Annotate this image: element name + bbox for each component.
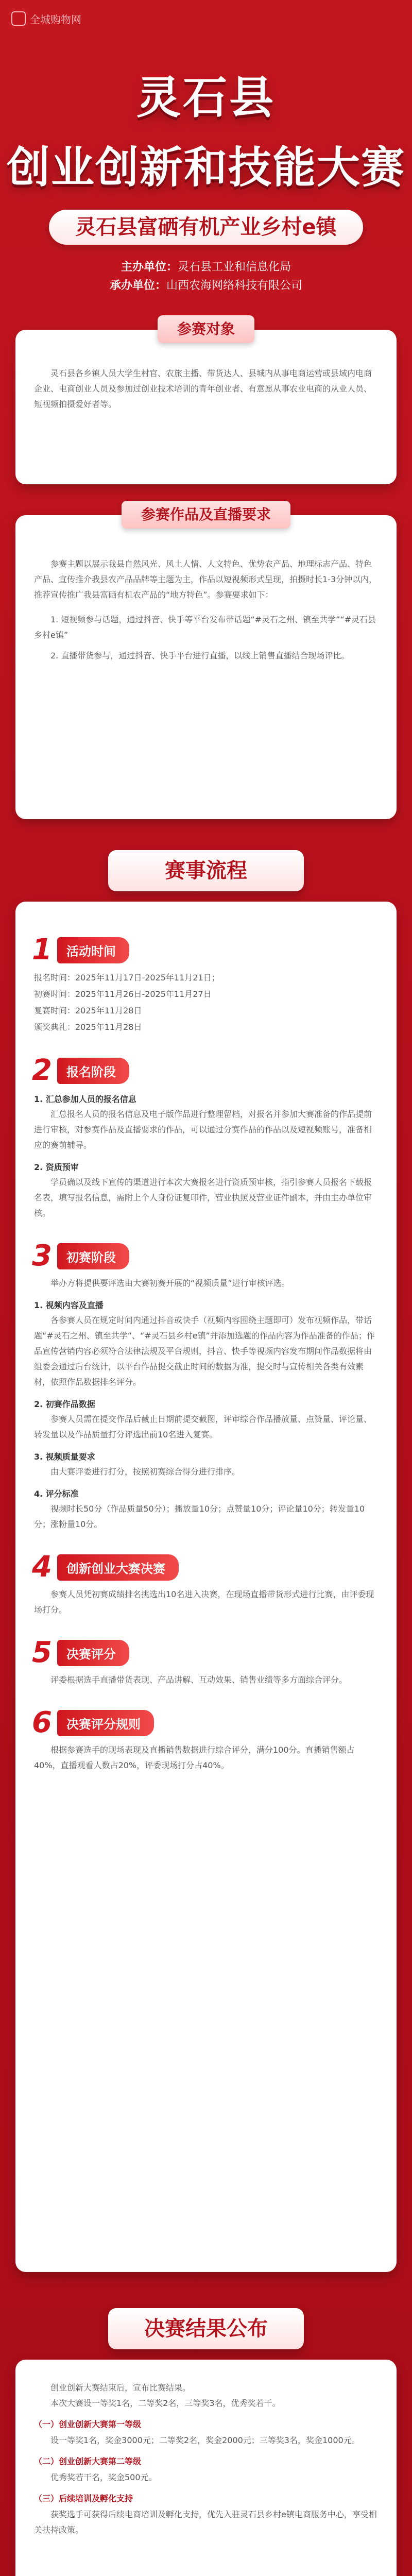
stage-6-label: 决赛评分规则 xyxy=(57,1710,154,1736)
stage-3-label: 初赛阶段 xyxy=(57,1243,129,1269)
card-works xyxy=(15,515,397,819)
works-text-2: 1. 短视频参与话题，通过抖音、快手等平台发布带话题“#灵石之州、镇至共学”“#灵石县乡村e镇” xyxy=(34,615,376,640)
top-bar xyxy=(0,0,412,37)
host-label: 主办单位： xyxy=(121,261,178,274)
host-org: 灵石县工业和信息化局 xyxy=(178,261,291,274)
awards-t1: 设一等奖1名，奖金3000元；二等奖2名，奖金2000元；三等奖3名，奖金1000元。 xyxy=(50,2435,360,2445)
s2-t1: 汇总报名人员的报名信息及电子版作品进行整理留档，对报名并参加大赛准备的作品提前进行审核，对参赛作品及直播要求的作品，可以通过分赛作品的作品以及短视频账号，准备相应的赛前辅导。 xyxy=(34,1109,372,1150)
awards-t3: 获奖选手可获得后续电商培训及孵化支持，优先入驻灵石县乡村e镇电商服务中心，享受相关扶持政策。 xyxy=(34,2510,377,2535)
hero-title: 灵石县 xyxy=(136,72,276,124)
awards-t2: 优秀奖若干名，奖金500元。 xyxy=(50,2472,157,2482)
stage-1 xyxy=(32,933,378,967)
undertake-label: 承办单位： xyxy=(109,279,166,292)
s3-h4: 4. 评分标准 xyxy=(34,1489,79,1499)
s3-h3: 3. 视频质量要求 xyxy=(34,1452,95,1462)
s6-text: 根据参赛选手的现场表现及直播销售数据进行综合评分，满分100分。直播销售额占40%，直播观看人数占20%，评委现场打分占40%。 xyxy=(34,1745,355,1770)
hero xyxy=(0,37,412,326)
time-line-4: 颁奖典礼：2025年11月28日 xyxy=(34,1022,142,1032)
stage-4 xyxy=(32,1550,378,1584)
s3-t3: 由大赛评委进行打分，按照初赛综合得分进行排序。 xyxy=(50,1467,241,1477)
card-flow xyxy=(15,902,397,2272)
hero-subtitle: 创业创新和技能大赛 xyxy=(6,142,405,193)
stage-3 xyxy=(32,1239,378,1273)
awards-header: 决赛结果公布 xyxy=(108,2308,304,2349)
s3-t2: 参赛人员需在提交作品后截止日期前提交截图，评审综合作品播放量、点赞量、评论量、转发量以及作品质量打分评选出前10名进入复赛。 xyxy=(34,1414,372,1439)
stage-2-num: 2 xyxy=(32,1054,52,1087)
stage-6-num: 6 xyxy=(32,1706,52,1739)
hero-pill: 灵石县富硒有机产业乡村e镇 xyxy=(49,210,363,245)
s3-t4: 视频时长50分（作品质量50分）；播放量10分；点赞量10分；评论量10分；转发量10分；涨粉量10分。 xyxy=(34,1504,365,1529)
s2-t2: 学员确以及线下宣传的渠道进行本次大赛报名进行资质预审核，指引参赛人员报名下载报名表，填写报名信息，需附上个人身份证复印件，营业执照及营业证件副本，并由主办单位审核。 xyxy=(34,1177,372,1218)
s2-h2: 2. 资质预审 xyxy=(34,1162,79,1172)
s3-intro: 举办方将提供要评选由大赛初赛开展的“视频质量”进行审核评选。 xyxy=(50,1278,290,1288)
s4-text: 参赛人员凭初赛成绩排名挑选出10名进入决赛，在现场直播带货形式进行比赛，由评委现场打分。 xyxy=(34,1589,374,1615)
s3-h1: 1. 视频内容及直播 xyxy=(34,1300,104,1310)
ribbon-target: 参赛对象 xyxy=(158,315,254,343)
time-line-1: 报名时间：2025年11月17日-2025年11月21日； xyxy=(34,973,220,982)
awards-detail: 本次大赛设一等奖1名，二等奖2名，三等奖3名，优秀奖若干。 xyxy=(50,2398,281,2408)
hero-org xyxy=(0,258,412,295)
awards-h1: （一）创业创新大赛第一等级 xyxy=(34,2419,142,2429)
time-line-3: 复赛时间：2025年11月28日 xyxy=(34,1006,142,1015)
stage-5-num: 5 xyxy=(32,1636,52,1669)
s3-h2: 2. 初赛作品数据 xyxy=(34,1399,95,1409)
awards-h3: （三）后续培训及孵化支持 xyxy=(34,2494,133,2503)
s2-h1: 1. 汇总参加人员的报名信息 xyxy=(34,1094,136,1104)
brand xyxy=(11,11,81,26)
ribbon-works: 参赛作品及直播要求 xyxy=(122,501,290,529)
card-target xyxy=(15,330,397,484)
stage-2 xyxy=(32,1056,378,1085)
stage-6 xyxy=(32,1708,378,1737)
flow-header: 赛事流程 xyxy=(108,850,304,891)
works-text-3: 2. 直播带货参与，通过抖音、快手平台进行直播，以线上销售直播结合现场评比。 xyxy=(50,651,350,660)
brand-name: 全城购物网 xyxy=(30,13,81,26)
stage-5-label: 决赛评分 xyxy=(57,1640,129,1666)
stage-1-label: 活动时间 xyxy=(57,937,129,963)
s3-t1: 各参赛人员在规定时间内通过抖音或快手（视频内容围绕主题即可）发布视频作品，带话题“#灵石之州、镇至共学”、“#灵石县乡村e镇”并添加选题的作品内容为作品准备的作品；作品宣传营销内容必须符合法律法规及平台规则，抖音、快手等视频内容发布期间作品数据将由组委会通过后台统计，以平台作品提交截止时间的数据为准，提交时与宣传相关各类有效素材，依照作品数据排名评分。 xyxy=(34,1315,375,1387)
time-line-2: 初赛时间：2025年11月26日-2025年11月27日 xyxy=(34,989,212,999)
stage-2-label: 报名阶段 xyxy=(57,1058,129,1084)
awards-h2: （二）创业创新大赛第二等级 xyxy=(34,2456,142,2466)
awards-intro: 创业创新大赛结束后，宣布比赛结果。 xyxy=(50,2383,191,2393)
stage-1-num: 1 xyxy=(32,933,52,967)
stage-3-num: 3 xyxy=(32,1239,52,1273)
stage-5 xyxy=(32,1638,378,1667)
s5-text: 评委根据选手直播带货表现、产品讲解、互动效果、销售业绩等多方面综合评分。 xyxy=(50,1675,348,1685)
target-text: 灵石县各乡镇人员大学生村官、农旅主播、带货达人、县城内从事电商运营或县域内电商企业、电商创业人员及参加过创业技术培训的青年创业者、有意愿从事农业电商的从业人员、短视频拍摄爱好者等。 xyxy=(34,368,372,409)
undertake-org: 山西农海网络科技有限公司 xyxy=(166,279,303,292)
stage-4-label: 创新创业大赛决赛 xyxy=(57,1554,179,1581)
logo-icon xyxy=(11,11,26,26)
works-text-1: 参赛主题以展示我县自然风光、风土人情、人文特色、优势农产品、地理标志产品、特色产品、宣传推介我县农产品品牌等主题为主，作品以短视频形式呈现，拍摄时长1-3分钟以内，推荐宣传推广我县富硒有机农产品的“地方特色”。参赛要求如下： xyxy=(34,559,377,600)
card-awards xyxy=(15,2360,397,2576)
stage-4-num: 4 xyxy=(32,1550,52,1584)
